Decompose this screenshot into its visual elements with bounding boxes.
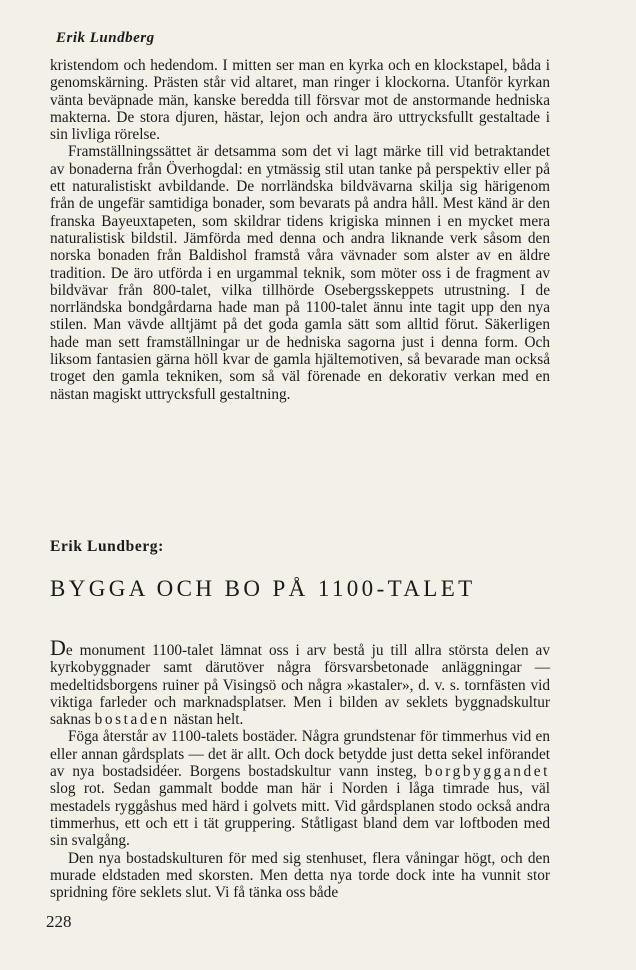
running-head: Erik Lundberg <box>56 30 155 46</box>
text-run: Föga återstår av 1100-talets bostäder. Några grundstenar för timmerhus vid en eller annan gårdsplats — det är allt. Och dock betydde just detta sekel införandet av nya bostadsidéer. Borgens bostadskultur vann insteg, <box>50 728 550 781</box>
paragraph: Den nya bostadskulturen för med sig stenhuset, flera våningar högt, och den murade eldstaden med skorsten. Men detta nya torde dock inte ha vunnit stor spridning före seklets slut. Vi få tänka oss både <box>50 849 550 902</box>
text-run: e monument 1100-talet lämnat oss i arv bestå ju till allra största delen av kyrkobyggnader samt därutöver några försvarsbetonade anläggningar — medeltidsborgens ruiner på Visingsö och några »kastaler», d. v. s. tornfästen vid viktiga farleder och marknadsplatser. Men i bilden av seklets byggnadskultur saknas <box>50 642 550 729</box>
text-run: nästan helt. <box>173 711 244 729</box>
emphasized-word: borgbyggandet <box>424 763 550 781</box>
article-body <box>50 635 550 902</box>
paragraph <box>50 728 550 849</box>
paragraph: Framställningssättet är detsamma som det vi lagt märke till vid betraktandet av bonaderna från Överhogdal: en ytmässig stil utan tanke på perspektiv eller på ett naturalistiskt avbildande. De norrländska bildvävarna skilja sig härigenom från de ungefär samtidiga bonader, som bevarats på andra håll. Mest känd är den franska Bayeuxtapeten, som skildrar tidens krigiska minnen i en mycket mera naturalistisk bildstil. Jämförda med denna och andra liknande verk såsom den norska bonaden från Baldishol framstå våra vävnader som alster av en äldre tradition. De äro utförda i en urgammal teknik, som möter oss i de fragment av bildvävar från 800-talet, vilka tillhörde Osebergsskeppets utrustning. I de norrländska bondgårdarna hade man på 1100-talet ännu inte tagit upp den nya stilen. Man vävde alltjämt på det goda gamla sätt som alltid förut. Säkerligen hade man sett framställningar ur de hedniska sagorna just i denna form. Och liksom fantasien gärna höll kvar de gamla hjältemotiven, så bevarade man också troget den gamla tekniken, som så väl förenade en dekorativ verkan med en nästan magiskt uttrycksfull gestaltning. <box>50 143 550 403</box>
drop-cap: D <box>50 635 66 660</box>
paragraph: kristendom och hedendom. I mitten ser man en kyrka och en klockstapel, båda i genomskärning. Prästen står vid altaret, man ringer i klockorna. Utanför kyrkan vänta beväpnade män, kanske beredda till försvar mot de anstormande hedniska makterna. De stora djuren, hästar, lejon och andra äro uttrycksfullt gestaltade i sin livliga rörelse. <box>50 57 550 144</box>
paragraph <box>50 635 550 729</box>
article-title: BYGGA OCH BO PÅ 1100-TALET <box>50 576 476 601</box>
emphasized-word: bostaden <box>94 711 170 729</box>
text-run: slog rot. Sedan gammalt bodde man här i Norden i låga timrade hus, väl mestadels ryggåshus med härd i golvets mitt. Vid gårdsplanen stodo också andra timmerhus, ett och ett i tät gruppering. Ståtligast bland dem var loftboden med sin svalgång. <box>50 780 550 850</box>
page-number: 228 <box>46 912 72 931</box>
continued-text-section <box>50 57 550 403</box>
article-author: Erik Lundberg: <box>50 538 164 555</box>
